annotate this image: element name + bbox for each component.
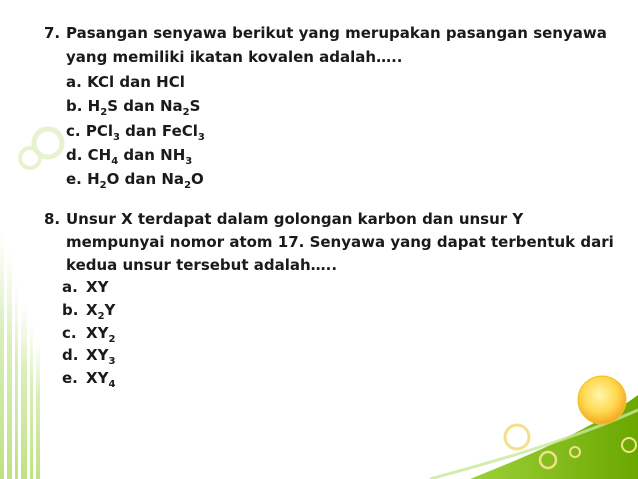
question-text-line: yang memiliki ikatan kovalen adalah….. [66, 48, 403, 66]
question-text-line: Pasangan senyawa berikut yang merupakan pasangan senyawa [66, 24, 607, 42]
option-a: a. XY [62, 278, 109, 296]
option-b: b. $H_2S$ dan $Na_2S$ [66, 97, 201, 118]
option-e: e. $XY_4$ [62, 369, 116, 390]
option-d: d. $CH_4$ dan $NH_3$ [66, 146, 193, 167]
option-d: d. $XY_3$ [62, 346, 116, 367]
question-text-line: kedua unsur tersebut adalah….. [66, 256, 338, 274]
question-text-line: mempunyai nomor atom 17. Senyawa yang dapat terbentuk dari [66, 233, 614, 251]
question-text-line: Unsur X terdapat dalam golongan karbon dan unsur Y [66, 210, 524, 228]
option-b: b. $X_2Y$ [62, 301, 116, 322]
question-number: 8. [44, 210, 61, 228]
option-c: c. $XY_2$ [62, 324, 116, 345]
option-c: c. PCl$_3$ dan FeCl$_3$ [66, 122, 205, 143]
option-a: a. KCl dan HCl [66, 73, 185, 91]
question-number: 7. [44, 24, 61, 42]
option-e: e. $H_2O$ dan $Na_2O$ [66, 170, 204, 191]
